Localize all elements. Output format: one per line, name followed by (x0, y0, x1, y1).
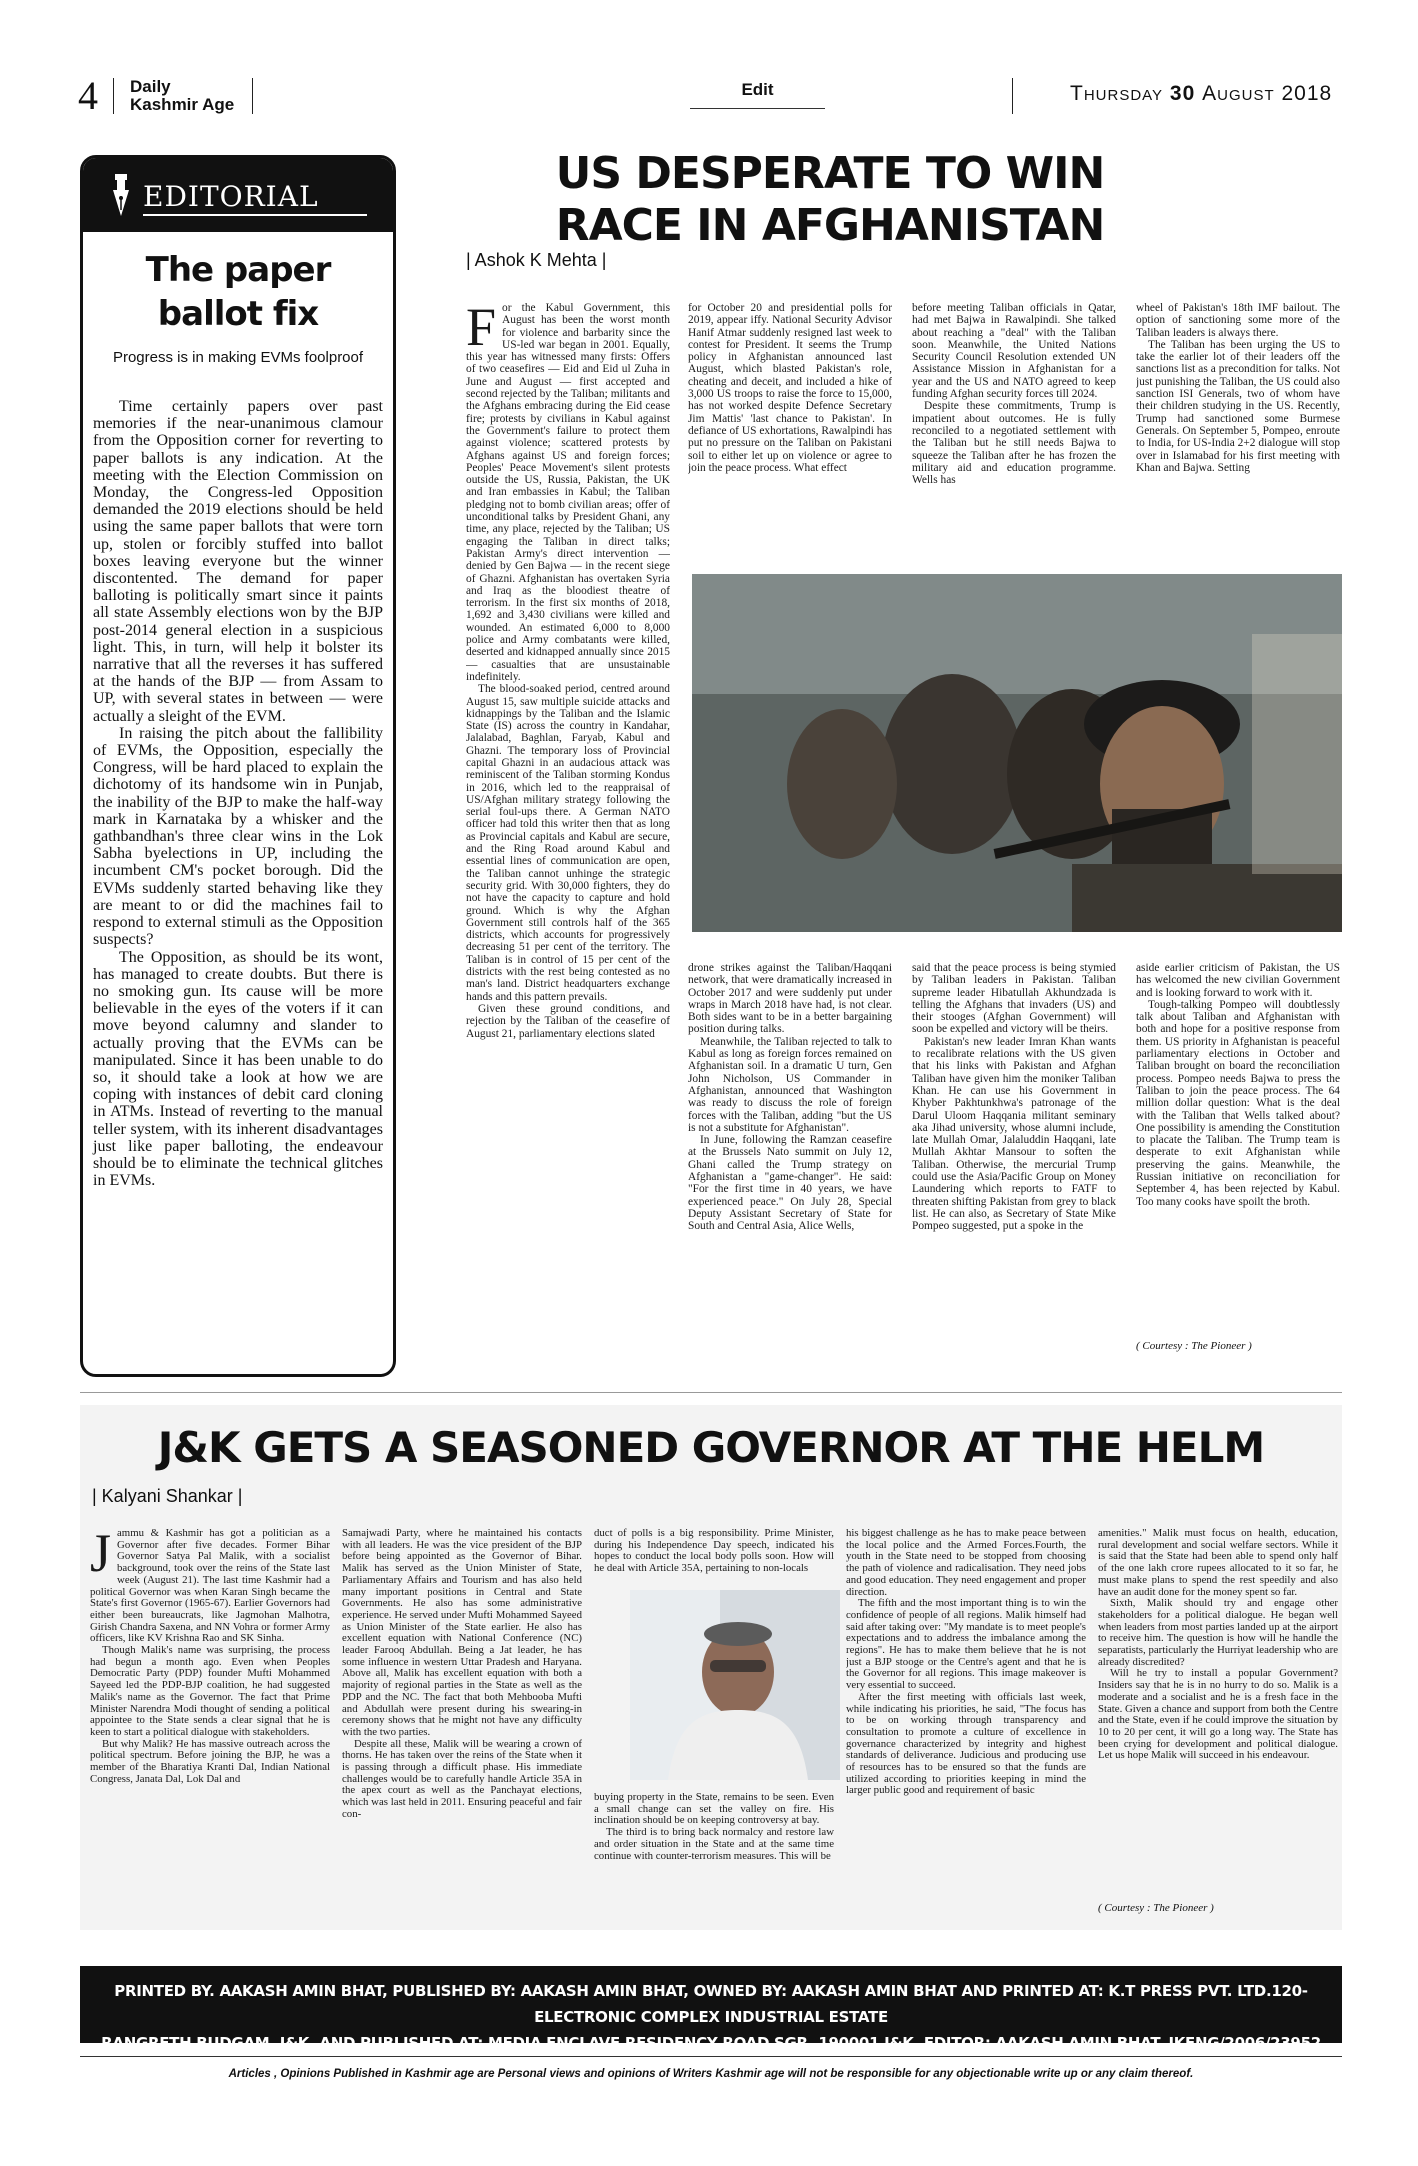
editorial-label-underline (143, 214, 367, 216)
article2-courtesy: ( Courtesy : The Pioneer ) (1098, 1902, 1214, 1914)
article2-column-5: amenities." Malik must focus on health, education, rural development and social welfare sectors. While it is said that the State had been able to spend only half of the one lakh crore rupees allocated to it so far, he must make plans to spend the rest speedily and also have an audit done for the money spent so far. Sixth, Malik should try and engage other stakeholders for a political dialogue. He began well when leaders from most parties landed up at the airport to receive him. The question is how will he handle the separatists, particularly the Hurriyat leadership who are already discredited? Will he try to install a popular Government? Insiders say that he is in no hurry to do so. Malik is a moderate and a socialist and he is a fresh face in the State. Given a chance and support from both the Centre and the State, even if he could improve the situation by 10 to 20 per cent, it will go a long way. The State has been crying for development and political dialogue. Let us hope Malik will succeed in his endeavour. (1098, 1528, 1338, 1762)
photo-illustration (692, 574, 1342, 932)
article2-byline: | Kalyani Shankar | (92, 1486, 243, 1506)
issue-date (1070, 82, 1332, 106)
article1-column-3-bottom: said that the peace process is being stymied by Taliban leaders in Pakistan. Taliban supreme leader Hibatullah Akhundzada is telling the Afghans that invaders (US) and their stooges (Afghan Government) will soon be expelled and victory will be theirs. Pakistan's new leader Imran Khan wants to recalibrate relations with the US given that his links with Pakistan and Afghan Taliban have given him the moniker Taliban Khan. He can use his Government in Khyber Pakhtunkhwa's patronage of the Darul Uloom Haqqania militant seminary aka Jihad university, whose alumni include, late Mullah Omar, Jalaluddin Haqqani, late Mullah Akhtar Mansour to soften the Taliban. Otherwise, the mercurial Trump could use the Asia/Pacific Group on Money Laundering which reports to FATF to threaten shifting Pakistan from grey to black list. He can also, as Secretary of State Mike Pompeo suggested, put a spoke in the (912, 962, 1116, 1233)
article2-column-4: his biggest challenge as he has to make peace between the local police and the Armed Forces.Fourth, the youth in the State need to be stopped from choosing the path of violence and radicalisation. They need jobs and good education. They need engagement and proper direction. The fifth and the most important thing is to win the confidence of people of all regions. Malik himself had said after taking over: "My mandate is to meet people's expectations and to address the imbalance among the regions". He has to make them believe that he is not just a BJP stooge or the Centre's agent and that he is the Governor for all regions. This image makeover is very essential to succeed. After the first meeting with officials last week, while indicating his priorities, he said, "The focus has to be on working through transparency and consultation to promote a culture of excellence in governance characterized by integrity and highest standards of deliverance. Judicious and producing use of resources has to be ensured so that the funds are utilized according to priorities keeping in mind the larger public good and requirement of basic (846, 1528, 1086, 1797)
article1-column-1 (466, 302, 670, 1356)
article2-dropcap: J (90, 1528, 112, 1583)
masthead-line1: Daily (130, 77, 171, 96)
masthead (130, 78, 234, 114)
section-label: Edit (690, 80, 825, 109)
article1-column-2-top: for October 20 and presidential polls for 2019, appear iffy. National Security Advisor Hanif Atmar suddenly resigned last week to contest for President. It seems the Trump policy in Afghanistan announced last August, which blasted Pakistan's role, cheating and deceit, and included a hike of 3,000 US troops to raise the force to 15,000, has not worked despite Defence Secretary Jim Mattis' 'last chance to Pakistan'. In defiance of US exhortations, Rawalpindi has put no pressure on the Taliban on Pakistani soil to either let up on violence or agree to join the peace process. What effect (688, 302, 892, 474)
header-divider (113, 78, 114, 114)
editorial-box (80, 155, 396, 1377)
editorial-title: The paper ballot fix (145, 250, 331, 334)
editorial-paragraph: The Opposition, as should be its wont, has managed to create doubts. But there is no smoking gun. Its cause will be more believable in the eyes of the voters if it can move beyond calumny and slander to actually proving that the EVMs can be manipulated. Since it has been unable to do so, it should take a look at how we are coping with instances of debit card cloning in ATMs. Instead of reverting to the manual teller system, with its inherent disadvantages just like paper balloting, the endeavour should be to eliminate the technical glitches in EVMs. (93, 948, 383, 1190)
date-year: 2018 (1281, 82, 1333, 105)
article2-column-3-bottom: buying property in the State, remains to be seen. Even a small change can set the valley on fire. His inclination should be on keeping controversy at bay. The third is to bring back normalcy and restore law and order situation in the State and at the same time continue with counter-terrorism measures. This will be (594, 1792, 834, 1862)
imprint-line2: RANGRETH BUDGAM, J&K. AND PUBLISHED AT: MEDIA ENCLAVE RESIDENCY ROAD SGR. 190001 J&K. EDITOR: AAKASH AMIN BHAT, JKENG/2006/23952 (101, 2034, 1321, 2052)
footer-divider (80, 2056, 1342, 2057)
governor-photo (630, 1590, 840, 1780)
editorial-paragraph: Time certainly papers over past memories if the near-unanimous clamour from the Opposition corner for reverting to paper ballots is any indication. At the meeting with the Election Commission on Monday, the Congress-led Opposition demanded the 2019 elections should be held using the same paper ballots that were torn up, stolen or forcibly stuffed into ballot boxes leaving everyone but the winner discontented. The demand for paper balloting is politically smart since it paints all state Assembly elections won by the BJP post-2014 general election in a suspicious light. This, in turn, will help it bolster its narrative that all the reverses it has suffered at the hands of the BJP — from Assam to UP, with several states in between — were actually a sleight of the EVM. (93, 398, 383, 725)
section-divider (80, 1392, 1342, 1393)
article2-column-1: J ammu & Kashmir has got a politician as a Governor after five decades. Former Bihar Governor Satya Pal Malik, with a socialist background, took over the reins of the State last week (August 21). The last time Kashmir had a political Governor was when Karan Singh became the State's first Governor (1965-67). Earlier Governors had either been bureaucrats, like Jagmohan Malhotra, Girish Chandra Saxena, and NN Vohra or former Army officers, like KV Krishna Rao and SK Sinha. Though Malik's name was surprising, the process had begun a month ago. Even when Peoples Democratic Party (PDP) founder Mufti Mohammed Sayeed led the PDP-BJP coalition, he had suggested Malik's name as the Governor. The fact that Prime Minister Narendra Modi thought of sending a political appointee to the State sends a clear signal that he is keen to start a political dialogue with stakeholders. But why Malik? He has massive outreach across the political spectrum. Before joining the BJP, he was a member of the Bharatiya Kranti Dal, Indian National Congress, Janata Dal, Lok Dal and (90, 1528, 330, 1785)
date-num: 30 (1169, 82, 1196, 105)
taliban-fighters-photo (692, 574, 1342, 932)
header-divider (1012, 78, 1013, 114)
pen-nib-icon (109, 174, 133, 218)
article1-paragraph: or the Kabul Government, this August has been the worst month for violence and barbarity since the US-led war began in 2001. Equally, this year has witnessed many firsts: Offers of two ceasefires — Eid and Eid ul Zuha in June and August — first accepted and second rejected by the Taliban; militants and the Afghans embracing during the Eid cease fire; protests by civilians in Kabul against the Government's failure to protect them against violence; scattered protests by Afghans against US and foreign forces; Peoples' Peace Movement's silent protests outside the US, Russia, Pakistan, the UK and Iran embassies in Kabul; the Taliban pledging not to bomb civilian areas; offer of unconditional talks by President Ghani, any time, any place, rejected by the Taliban; US engaging the Taliban in direct talks; Pakistan Army's direct intervention — denied by Gen Bajwa — in the recent siege of Ghazni. Afghanistan has overtaken Syria and Iraq as the bloodiest theatre of terrorism. In the first six months of 2018, 1,692 and 3,430 civilians were killed and wounded. An estimated 6,000 to 8,000 police and Army combatants were killed, deserted and kidnapped annually since 2015 — casualties that are unsustainable indefinitely. (466, 302, 670, 683)
editorial-subtitle: Progress is in making EVMs foolproof (112, 349, 364, 366)
article2-headline: J&K GETS A SEASONED GOVERNOR AT THE HELM (157, 1423, 1265, 1472)
masthead-line2: Kashmir Age (130, 95, 235, 114)
header-divider (252, 78, 253, 114)
article1-byline: | Ashok K Mehta | (466, 250, 607, 270)
article1-dropcap: F (466, 302, 497, 357)
editorial-paragraph: In raising the pitch about the fallibility of EVMs, the Opposition, especially the Congress, will be hard placed to explain the dichotomy of its handsome win in Punjab, the inability of the BJP to make the half-way mark in Karnataka by a whisker and the gathbandhan's three clear wins in the Lok Sabha byelections in UP, including the incumbent CM's pocket borough. Did the EVMs suddenly started behaving like they are meant to or did the machines fail to respond to external stimuli as the Opposition suspects? (93, 724, 383, 949)
editorial-body (93, 398, 383, 1189)
article2-column-2: Samajwadi Party, where he maintained his contacts with all leaders. He was the vice president of the BJP before being appointed as the Governor of Bihar. Malik has served as the Union Minister of State, Parliamentary Affairs and Tourism and has also held many important positions in Central and State Governments. He also has some administrative experience. He served under Mufti Mohammed Sayeed as Union Minister of the State earlier. He also has excellent equation with National Conference (NC) leader Farooq Abdullah. Being a Jat leader, he has some influence in western Uttar Pradesh and Haryana. Above all, Malik has excellent equation with both a majority of regional parties in the State as well as the PDP and the NC. The fact that both Mehbooba Mufti and Abdullah were present during his swearing-in ceremony shows that he might not have any difficulty with the two parties. Despite all these, Malik will be wearing a crown of thorns. He has taken over the reins of the State when it is passing through a difficult phase. His immediate challenges would be to carefully handle Article 35A in the apex court as well as the Panchayat elections, which was last held in 2011. Ensuring peaceful and fair con- (342, 1528, 582, 1820)
imprint-band (80, 1966, 1342, 2052)
article1-paragraph: The blood-soaked period, centred around August 15, saw multiple suicide attacks and kidnappings by the Taliban and the Islamic State (IS) across the country in Kandahar, Jalalabad, Baghlan, Faryab, Kabul and Ghazni. The temporary loss of Provincial capital Ghazni in an audacious attack was reminiscent of the Taliban storming Kondus in 2016, which led to the reappraisal of US/Afghan military strategy following the serial foul-ups there. A German NATO officer had told this writer then that as long as Provincial capitals and Kabul are secure, and the Ring Road around Kabul and essential lines of communication are open, the Taliban cannot unhinge the strategic security grid. With 30,000 fighters, they do not have the capacity to capture and hold ground. Which is why the Afghan Government still controls half of the 365 districts, which accounts for progressively decreasing 51 per cent of the territory. The Taliban is in control of 15 per cent of the districts with the rest being contested as no man's land. District headquarters exchange hands and this pattern prevails. (466, 683, 670, 1003)
date-day: Thursday (1070, 82, 1164, 105)
article1-column-3-top: before meeting Taliban officials in Qatar, had met Bajwa in Rawalpindi. She talked about reaching a "deal" with the Taliban soon. Meanwhile, the United Nations Security Council Resolution extended UN Assistance Mission in Afghanistan for a year and the US and NATO agreed to keep funding Afghan security forces till 2024. Despite these commitments, Trump is impatient about outcomes. He is fully reconciled to a negotiated settlement with the Taliban but he still needs Bajwa to squeeze the Taliban after he has frozen the military aid and education programme. Wells has (912, 302, 1116, 487)
article1-headline: US DESPERATE TO WIN RACE IN AFGHANISTAN (555, 148, 1105, 251)
article1-paragraph: Given these ground conditions, and rejection by the Taliban of the ceasefire of August 21, parliamentary elections slated (466, 1002, 670, 1040)
page-number: 4 (78, 73, 98, 118)
editorial-label: EDITORIAL (143, 180, 319, 213)
article1-column-4-top: wheel of Pakistan's 18th IMF bailout. The option of sanctioning some more of the Taliban leaders is always there. The Taliban has been urging the US to take the earlier lot of their leaders off the sanctions list as a precondition for talks. Not just punishing the Taliban, the US could also sanction ISI Generals, two of whom have their children studying in the US. Recently, Trump had sanctioned some Burmese Generals. On September 5, Pompeo, enroute to India, for US-India 2+2 dialogue will stop over in Islamabad for his first meeting with Khan and Bajwa. Setting (1136, 302, 1340, 474)
article1-column-2-bottom: drone strikes against the Taliban/Haqqani network, that were dramatically increased in October 2017 and were suddenly put under wraps in March 2018 have had, is not clear. Both sides want to be in a better bargaining position during talks. Meanwhile, the Taliban rejected to talk to Kabul as long as foreign forces remained on Afghanistan soil. In a dramatic U turn, Gen John Nicholson, US Commander in Afghanistan, announced that Washington was ready to discuss the role of foreign forces with the Taliban, adding "but the US is not a substitute for Afghanistan". In June, following the Ramzan ceasefire at the Brussels Nato summit on July 12, Ghani called the Trump strategy on Afghanistan a "game-changer". He said: "For the first time in 40 years, we have experienced peace." On July 28, Special Deputy Assistant Secretary of State for South and Central Asia, Alice Wells, (688, 962, 892, 1233)
article1-column-4-bottom: aside earlier criticism of Pakistan, the US has welcomed the new civilian Government and is looking forward to work with it. Tough-talking Pompeo will doubtlessly talk about Taliban and Afghanistan with both and hope for a positive response from them. US priority in Afghanistan is peaceful parliamentary elections in October and Taliban brought on board the reconciliation process. Pompeo needs Bajwa to press the Taliban to join the peace process. The 64 million dollar question: What is the deal with the Taliban that Wells talked about? One possibility is amending the Constitution to placate the Taliban. The Trump team is desperate to exit Afghanistan while preserving the gains. Meanwhile, the Russian initiative on reconciliation for September 4, has been rejected by Kabul. Too many cooks have spoilt the broth. (1136, 962, 1340, 1208)
disclaimer: Articles , Opinions Published in Kashmir age are Personal views and opinions of Writers Kashmir age will not be responsible for any objectionable write up or any claim thereof. (228, 2068, 1194, 2080)
article2-column-3-top: duct of polls is a big responsibility. Prime Minister, during his Independence Day speech, indicated his hopes to conduct the local body polls soon. How will he deal with Article 35A, pertaining to non-locals (594, 1528, 834, 1575)
imprint-line1: PRINTED BY. AAKASH AMIN BHAT, PUBLISHED BY: AAKASH AMIN BHAT, OWNED BY: AAKASH AMIN BHAT AND PRINTED AT: K.T PRESS PVT. LTD.120- ELECTRONIC COMPLEX INDUSTRIAL ESTATE (114, 1982, 1308, 2026)
date-month: August (1202, 82, 1275, 105)
article1-courtesy: ( Courtesy : The Pioneer ) (1136, 1340, 1252, 1352)
editorial-band (83, 158, 393, 232)
photo-illustration (630, 1590, 840, 1780)
